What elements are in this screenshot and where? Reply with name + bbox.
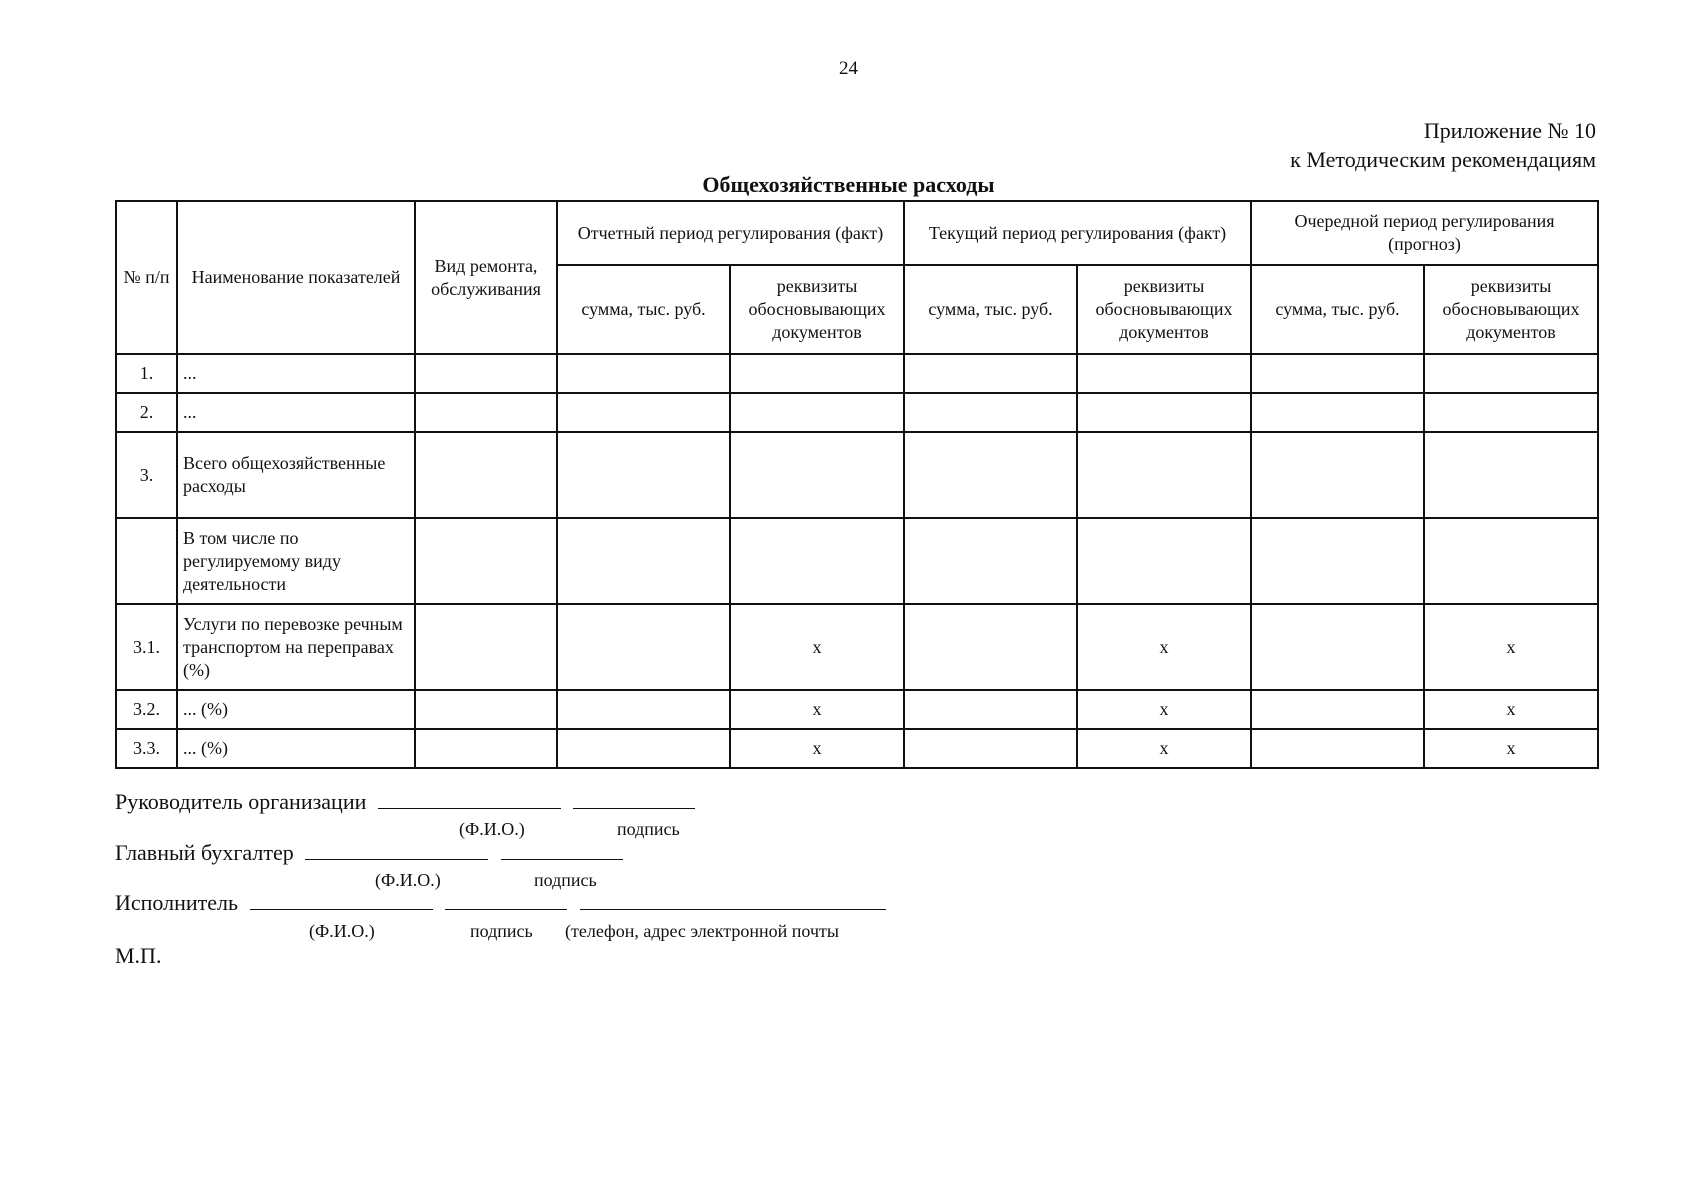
cell xyxy=(1251,690,1424,729)
header-sum: сумма, тыс. руб. xyxy=(557,265,730,354)
table-row xyxy=(116,354,1598,393)
page-number: 24 xyxy=(839,58,858,79)
cell xyxy=(415,604,557,690)
row-mark: x xyxy=(1077,690,1251,729)
row-mark: x xyxy=(730,604,904,690)
row-mark: x xyxy=(1424,729,1598,768)
row-num xyxy=(116,518,177,604)
table-row xyxy=(116,729,1598,768)
accountant-label: Главный бухгалтер xyxy=(115,840,294,865)
cell xyxy=(415,729,557,768)
table-row xyxy=(116,432,1598,518)
header-docs: реквизиты обосновывающих документов xyxy=(1077,265,1251,354)
row-name: Всего общехозяйственные расходы xyxy=(177,432,415,518)
table-row xyxy=(116,393,1598,432)
appendix-line-1: Приложение № 10 xyxy=(1423,118,1596,143)
row-mark xyxy=(730,518,904,604)
row-name: ... (%) xyxy=(177,729,415,768)
table-row xyxy=(116,518,1598,604)
row-num: 3. xyxy=(116,432,177,518)
cell xyxy=(557,393,730,432)
executor-contact-caption: (телефон, адрес электронной почты xyxy=(565,921,839,941)
cell xyxy=(1251,604,1424,690)
row-name: ... xyxy=(177,354,415,393)
header-period-reporting: Отчетный период регулирования (факт) xyxy=(557,201,904,265)
header-docs: реквизиты обосновывающих документов xyxy=(1424,265,1598,354)
cell xyxy=(557,432,730,518)
header-sum: сумма, тыс. руб. xyxy=(904,265,1077,354)
row-num: 1. xyxy=(116,354,177,393)
head-fio-caption: (Ф.И.О.) xyxy=(459,819,525,839)
cell xyxy=(1251,518,1424,604)
head-sign-blank xyxy=(573,788,695,809)
executor-sign-caption: подпись xyxy=(470,921,533,941)
row-mark xyxy=(1077,354,1251,393)
cell xyxy=(904,354,1077,393)
executor-contact-blank xyxy=(580,889,886,910)
cell xyxy=(904,729,1077,768)
cell xyxy=(415,690,557,729)
row-mark: x xyxy=(730,690,904,729)
accountant-fio-caption: (Ф.И.О.) xyxy=(375,870,441,890)
cell xyxy=(415,518,557,604)
row-num: 3.3. xyxy=(116,729,177,768)
row-mark: x xyxy=(730,729,904,768)
executor-fio-caption: (Ф.И.О.) xyxy=(309,921,375,941)
head-label: Руководитель организации xyxy=(115,789,367,814)
row-mark xyxy=(1077,518,1251,604)
row-name: Услуги по перевозке речным транспортом на переправах (%) xyxy=(177,604,415,690)
appendix-line-2: к Методическим рекомендациям xyxy=(1290,147,1596,172)
header-sum: сумма, тыс. руб. xyxy=(1251,265,1424,354)
cell xyxy=(904,432,1077,518)
executor-signature-line xyxy=(115,889,886,916)
accountant-sign-blank xyxy=(501,839,623,860)
cell xyxy=(415,432,557,518)
cell xyxy=(557,354,730,393)
cell xyxy=(1251,729,1424,768)
document-title: Общехозяйственные расходы xyxy=(702,172,995,197)
row-name: В том числе по регулируемому виду деятельности xyxy=(177,518,415,604)
table-row xyxy=(116,604,1598,690)
cell xyxy=(557,518,730,604)
expenses-table xyxy=(115,200,1599,769)
row-mark xyxy=(1077,393,1251,432)
accountant-signature-line xyxy=(115,839,623,866)
row-mark: x xyxy=(1424,604,1598,690)
accountant-sign-caption: подпись xyxy=(534,870,597,890)
accountant-fio-blank xyxy=(305,839,488,860)
row-mark: x xyxy=(1424,690,1598,729)
row-mark xyxy=(1077,432,1251,518)
header-repair-type: Вид ремонта, обслуживания xyxy=(415,201,557,354)
row-num: 2. xyxy=(116,393,177,432)
row-mark xyxy=(1424,518,1598,604)
executor-label: Исполнитель xyxy=(115,890,239,915)
cell xyxy=(557,729,730,768)
executor-fio-blank xyxy=(250,889,433,910)
cell xyxy=(1251,393,1424,432)
cell xyxy=(415,393,557,432)
row-name: ... xyxy=(177,393,415,432)
executor-sign-blank xyxy=(445,889,567,910)
cell xyxy=(415,354,557,393)
row-num: 3.2. xyxy=(116,690,177,729)
table-row xyxy=(116,690,1598,729)
row-name: ... (%) xyxy=(177,690,415,729)
row-mark: x xyxy=(1077,604,1251,690)
row-mark xyxy=(730,354,904,393)
row-num: 3.1. xyxy=(116,604,177,690)
header-period-next: Очередной период регулирования (прогноз) xyxy=(1251,201,1598,265)
cell xyxy=(904,518,1077,604)
cell xyxy=(557,690,730,729)
head-sign-caption: подпись xyxy=(617,819,680,839)
row-mark xyxy=(1424,393,1598,432)
header-num: № п/п xyxy=(116,201,177,354)
row-mark xyxy=(730,432,904,518)
appendix-note xyxy=(1290,116,1596,174)
cell xyxy=(1251,432,1424,518)
cell xyxy=(904,393,1077,432)
cell xyxy=(1251,354,1424,393)
row-mark xyxy=(1424,432,1598,518)
header-name: Наименование показателей xyxy=(177,201,415,354)
cell xyxy=(557,604,730,690)
head-fio-blank xyxy=(378,788,561,809)
head-signature-line xyxy=(115,788,695,815)
header-docs: реквизиты обосновывающих документов xyxy=(730,265,904,354)
cell xyxy=(904,604,1077,690)
header-period-current: Текущий период регулирования (факт) xyxy=(904,201,1251,265)
row-mark: x xyxy=(1077,729,1251,768)
row-mark xyxy=(1424,354,1598,393)
stamp-mark: М.П. xyxy=(115,943,162,968)
row-mark xyxy=(730,393,904,432)
cell xyxy=(904,690,1077,729)
